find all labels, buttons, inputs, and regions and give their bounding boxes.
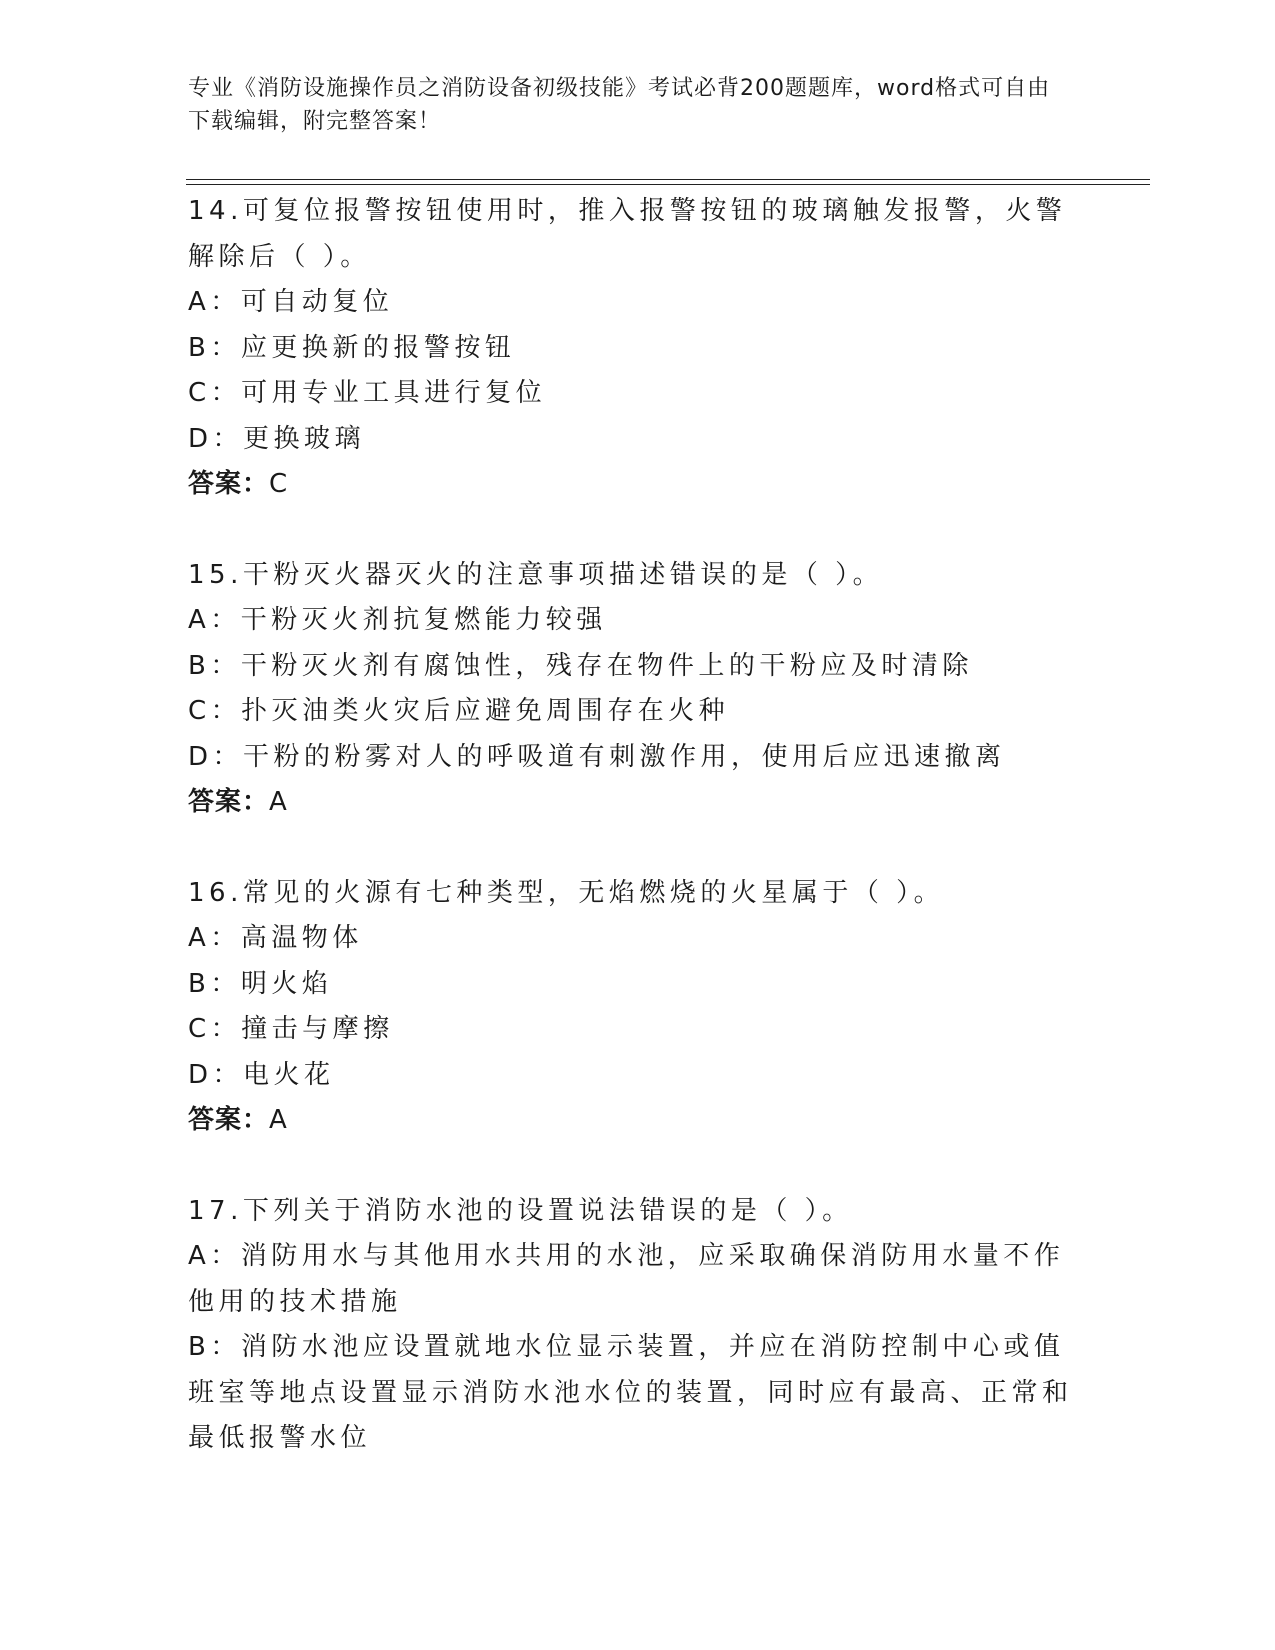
answer-label: 答案： bbox=[188, 787, 270, 817]
question-15 bbox=[188, 553, 1088, 826]
question-14 bbox=[188, 189, 1088, 508]
question-stem: 17.下列关于消防水池的设置说法错误的是（ ）。 bbox=[188, 1195, 853, 1226]
option-d: D：电火花 bbox=[188, 1059, 335, 1090]
option-a: A：可自动复位 bbox=[188, 287, 394, 317]
answer-value: A bbox=[269, 787, 288, 817]
answer-value: A bbox=[269, 1105, 288, 1135]
header-divider-bottom bbox=[186, 184, 1150, 185]
answer-line bbox=[188, 462, 1088, 508]
question-list bbox=[188, 189, 1088, 1507]
option-d: D：更换玻璃 bbox=[188, 423, 366, 454]
answer-line bbox=[188, 1098, 1088, 1144]
question-stem: 14.可复位报警按钮使用时，推入报警按钮的玻璃触发报警，火警解除后（ ）。 bbox=[188, 196, 1067, 272]
option-a: A：消防用水与其他用水共用的水池，应采取确保消防用水量不作他用的技术措施 bbox=[188, 1241, 1065, 1317]
option-c: C：扑灭油类火灾后应避免周围存在火种 bbox=[188, 696, 730, 726]
option-a: A：高温物体 bbox=[188, 923, 363, 953]
option-b: B：应更换新的报警按钮 bbox=[188, 332, 516, 363]
answer-value: C bbox=[269, 469, 289, 499]
option-a: A：干粉灭火剂抗复燃能力较强 bbox=[188, 605, 607, 635]
answer-line bbox=[188, 780, 1088, 826]
question-16 bbox=[188, 871, 1088, 1144]
header-divider-top bbox=[186, 179, 1150, 180]
question-17 bbox=[188, 1189, 1088, 1462]
answer-label: 答案： bbox=[188, 1105, 270, 1135]
document-header: 专业《消防设施操作员之消防设备初级技能》考试必背200题题库，word格式可自由下载编辑，附完整答案！ bbox=[188, 76, 1051, 134]
option-c: C：可用专业工具进行复位 bbox=[188, 378, 547, 408]
option-b: B：干粉灭火剂有腐蚀性，残存在物件上的干粉应及时清除 bbox=[188, 650, 973, 681]
option-c: C：撞击与摩擦 bbox=[188, 1014, 394, 1044]
question-stem: 16.常见的火源有七种类型，无焰燃烧的火星属于（ ）。 bbox=[188, 877, 945, 908]
option-b: B：消防水池应设置就地水位显示装置，并应在消防控制中心或值班室等地点设置显示消防水池水位的装置，同时应有最高、正常和最低报警水位 bbox=[188, 1332, 1073, 1453]
option-d: D：干粉的粉雾对人的呼吸道有刺激作用，使用后应迅速撤离 bbox=[188, 741, 1006, 772]
answer-label: 答案： bbox=[188, 469, 270, 499]
option-b: B：明火焰 bbox=[188, 968, 333, 999]
question-stem: 15.干粉灭火器灭火的注意事项描述错误的是（ ）。 bbox=[188, 559, 884, 590]
